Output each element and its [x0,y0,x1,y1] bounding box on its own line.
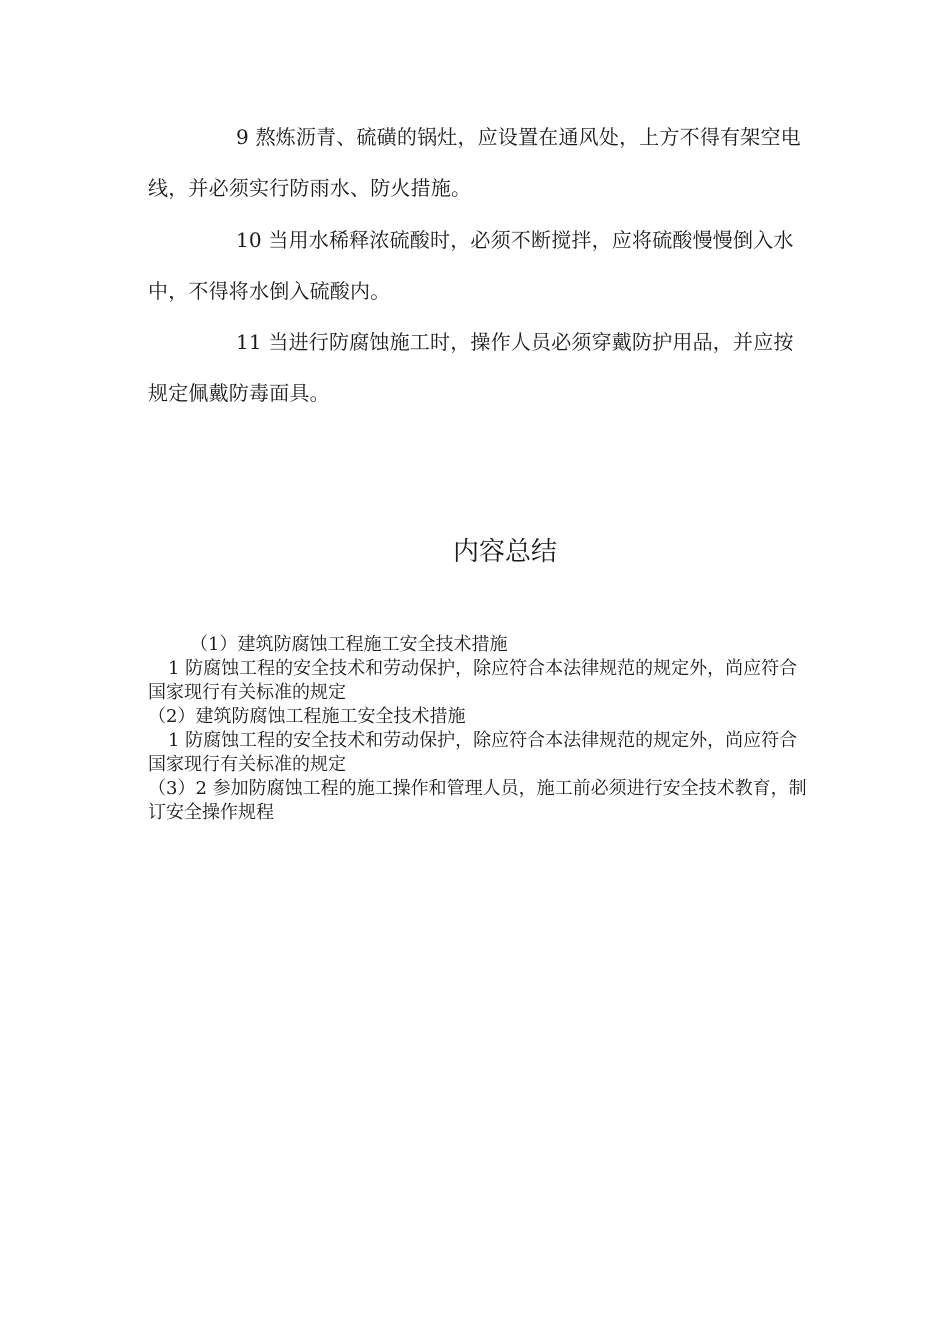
paragraph-item-9: 9 熬炼沥青、硫磺的锅灶，应设置在通风处，上方不得有架空电线，并必须实行防雨水、防火措施。 [148,125,801,200]
summary-line-5: （3）2 参加防腐蚀工程的施工操作和管理人员，施工前必须进行安全技术教育，制订安全操作规程 [148,778,807,823]
summary-line-4: 1 防腐蚀工程的安全技术和劳动保护，除应符合本法律规范的规定外，尚应符合国家现行有关标准的规定 [148,730,798,775]
summary-section [148,633,808,825]
summary-line-3: （2）建筑防腐蚀工程施工安全技术措施 [148,706,466,727]
paragraph-item-10: 10 当用水稀释浓硫酸时，必须不断搅拌，应将硫酸慢慢倒入水中，不得将水倒入硫酸内。 [148,228,794,303]
paragraph-item-11: 11 当进行防腐蚀施工时，操作人员必须穿戴防护用品，并应按规定佩戴防毒面具。 [148,330,794,405]
summary-title: 内容总结 [452,537,557,567]
summary-line-1: （1）建筑防腐蚀工程施工安全技术措施 [190,634,508,655]
summary-line-2: 1 防腐蚀工程的安全技术和劳动保护，除应符合本法律规范的规定外，尚应符合国家现行有关标准的规定 [148,658,798,703]
